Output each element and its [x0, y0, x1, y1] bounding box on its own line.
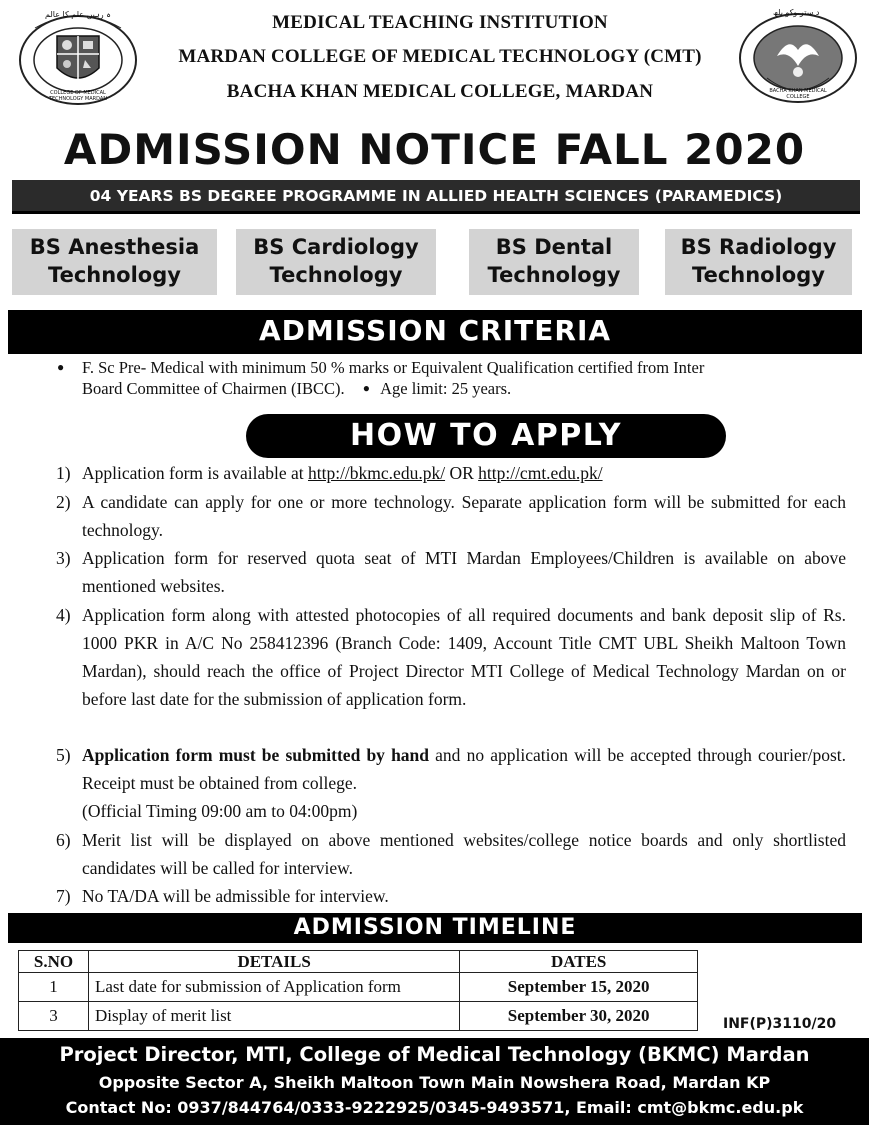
tech-anesthesia — [12, 229, 217, 295]
table-row — [19, 1002, 698, 1031]
step-text: Merit list will be displayed on above mentioned websites/college notice boards and only shortlisted candidates will be called for interview. — [82, 830, 846, 878]
tech-name: BS Anesthesia — [29, 235, 200, 259]
footer-director: Project Director, MTI, College of Medical Technology (BKMC) Mardan — [59, 1043, 810, 1066]
tech-suffix: Technology — [48, 263, 181, 287]
step-number: 1) — [56, 463, 71, 483]
step-text: Application form along with attested photocopies of all required documents and bank deposit slip of Rs. 1000 PKR in A/C No 258412396 (Branch Code: 1409, Account Title CMT UBL Sheikh Maltoon Town Mardan), should reach the office of Project Director MTI College of Medical Technology Mardan on or before last date for the submission of application form. — [82, 605, 846, 709]
step-number: 7) — [56, 886, 71, 906]
criteria-line2: Board Committee of Chairmen (IBCC). — [82, 379, 345, 398]
step-text: No TA/DA will be admissible for interview. — [82, 886, 389, 906]
column-header: DETAILS — [88, 951, 459, 973]
step-text: and no application will be accepted through courier/post. Receipt must be obtained from college. — [82, 745, 846, 793]
cmt-logo — [17, 8, 139, 106]
bullet-icon: ● — [57, 360, 65, 374]
details-cell: Display of merit list — [88, 1002, 459, 1031]
notice-title: ADMISSION NOTICE FALL 2020 — [63, 125, 806, 174]
bkmc-website-link[interactable]: http://bkmc.edu.pk/ — [307, 463, 446, 483]
column-header: DATES — [460, 951, 698, 973]
cmt-website-link[interactable]: http://cmt.edu.pk/ — [478, 463, 603, 483]
institution-title: MEDICAL TEACHING INSTITUTION — [272, 12, 608, 33]
date-cell: September 30, 2020 — [460, 1002, 698, 1031]
cmt-logo-ring-text: COLLEGE OF MEDICAL TECHNOLOGY MARDAN — [48, 90, 108, 102]
step-number: 5) — [56, 745, 71, 765]
criteria-age-limit: Age limit: 25 years. — [380, 379, 512, 398]
cmt-logo-motto: ہ رہیں علم کا عالم — [45, 10, 111, 19]
footer-address: Opposite Sector A, Sheikh Maltoon Town Main Nowshera Road, Mardan KP — [98, 1073, 771, 1092]
tech-name: BS Cardiology — [253, 235, 419, 259]
reference-code: INF(P)3110/20 — [723, 1016, 837, 1032]
step-or: OR — [445, 463, 479, 483]
how-to-apply-heading: HOW TO APPLY — [246, 414, 726, 458]
date-cell: September 15, 2020 — [460, 973, 698, 1002]
footer-contact: Contact No: 0937/844764/0333-9222925/0345-9493571, Email: cmt@bkmc.edu.pk — [65, 1098, 804, 1117]
tech-suffix: Technology — [269, 263, 403, 287]
criteria-line1: F. Sc Pre- Medical with minimum 50 % marks or Equivalent Qualification certified from Inter — [82, 358, 705, 377]
tech-radiology — [665, 229, 852, 295]
step-text: Application form for reserved quota seat of MTI Mardan Employees/Children is available on above mentioned websites. — [82, 548, 846, 596]
tech-name: BS Radiology — [680, 235, 837, 259]
table-header-row — [19, 951, 698, 973]
bkmc-logo-motto: د ستر وکو بلھ — [773, 8, 820, 17]
tech-dental — [469, 229, 639, 295]
step-emphasis: Application form must be submitted by hand — [82, 745, 430, 765]
medical-college-title: BACHA KHAN MEDICAL COLLEGE, MARDAN — [226, 81, 654, 102]
programme-banner: 04 YEARS BS DEGREE PROGRAMME IN ALLIED HEALTH SCIENCES (PARAMEDICS) — [12, 180, 860, 214]
sno-cell: 3 — [19, 1002, 89, 1031]
official-timing: (Official Timing 09:00 am to 04:00pm) — [82, 801, 358, 821]
step-number: 3) — [56, 548, 71, 568]
sno-cell: 1 — [19, 973, 89, 1002]
step-number: 2) — [56, 492, 71, 512]
tech-name: BS Dental — [495, 235, 613, 259]
bkmc-logo-ring-text: BACHA KHAN MEDICAL COLLEGE — [769, 88, 827, 100]
college-title: MARDAN COLLEGE OF MEDICAL TECHNOLOGY (CMT) — [178, 46, 702, 67]
step-number: 4) — [56, 605, 71, 625]
step-text: A candidate can apply for one or more technology. Separate application form will be submitted for each technology. — [82, 492, 846, 540]
tech-cardiology — [236, 229, 436, 295]
contact-footer — [0, 1038, 869, 1125]
table-row — [19, 973, 698, 1002]
admission-timeline-heading: ADMISSION TIMELINE — [8, 913, 862, 943]
details-cell: Last date for submission of Application form — [88, 973, 459, 1002]
admission-criteria-heading: ADMISSION CRITERIA — [8, 310, 862, 354]
tech-suffix: Technology — [692, 263, 825, 287]
criteria-qualification — [82, 357, 852, 401]
step-number: 6) — [56, 830, 71, 850]
tech-suffix: Technology — [487, 263, 621, 287]
step-text: Application form is available at — [82, 463, 308, 483]
timeline-table — [18, 950, 698, 1031]
column-header: S.NO — [19, 951, 89, 973]
bullet-icon: ● — [362, 381, 370, 395]
bkmc-logo — [737, 6, 859, 104]
